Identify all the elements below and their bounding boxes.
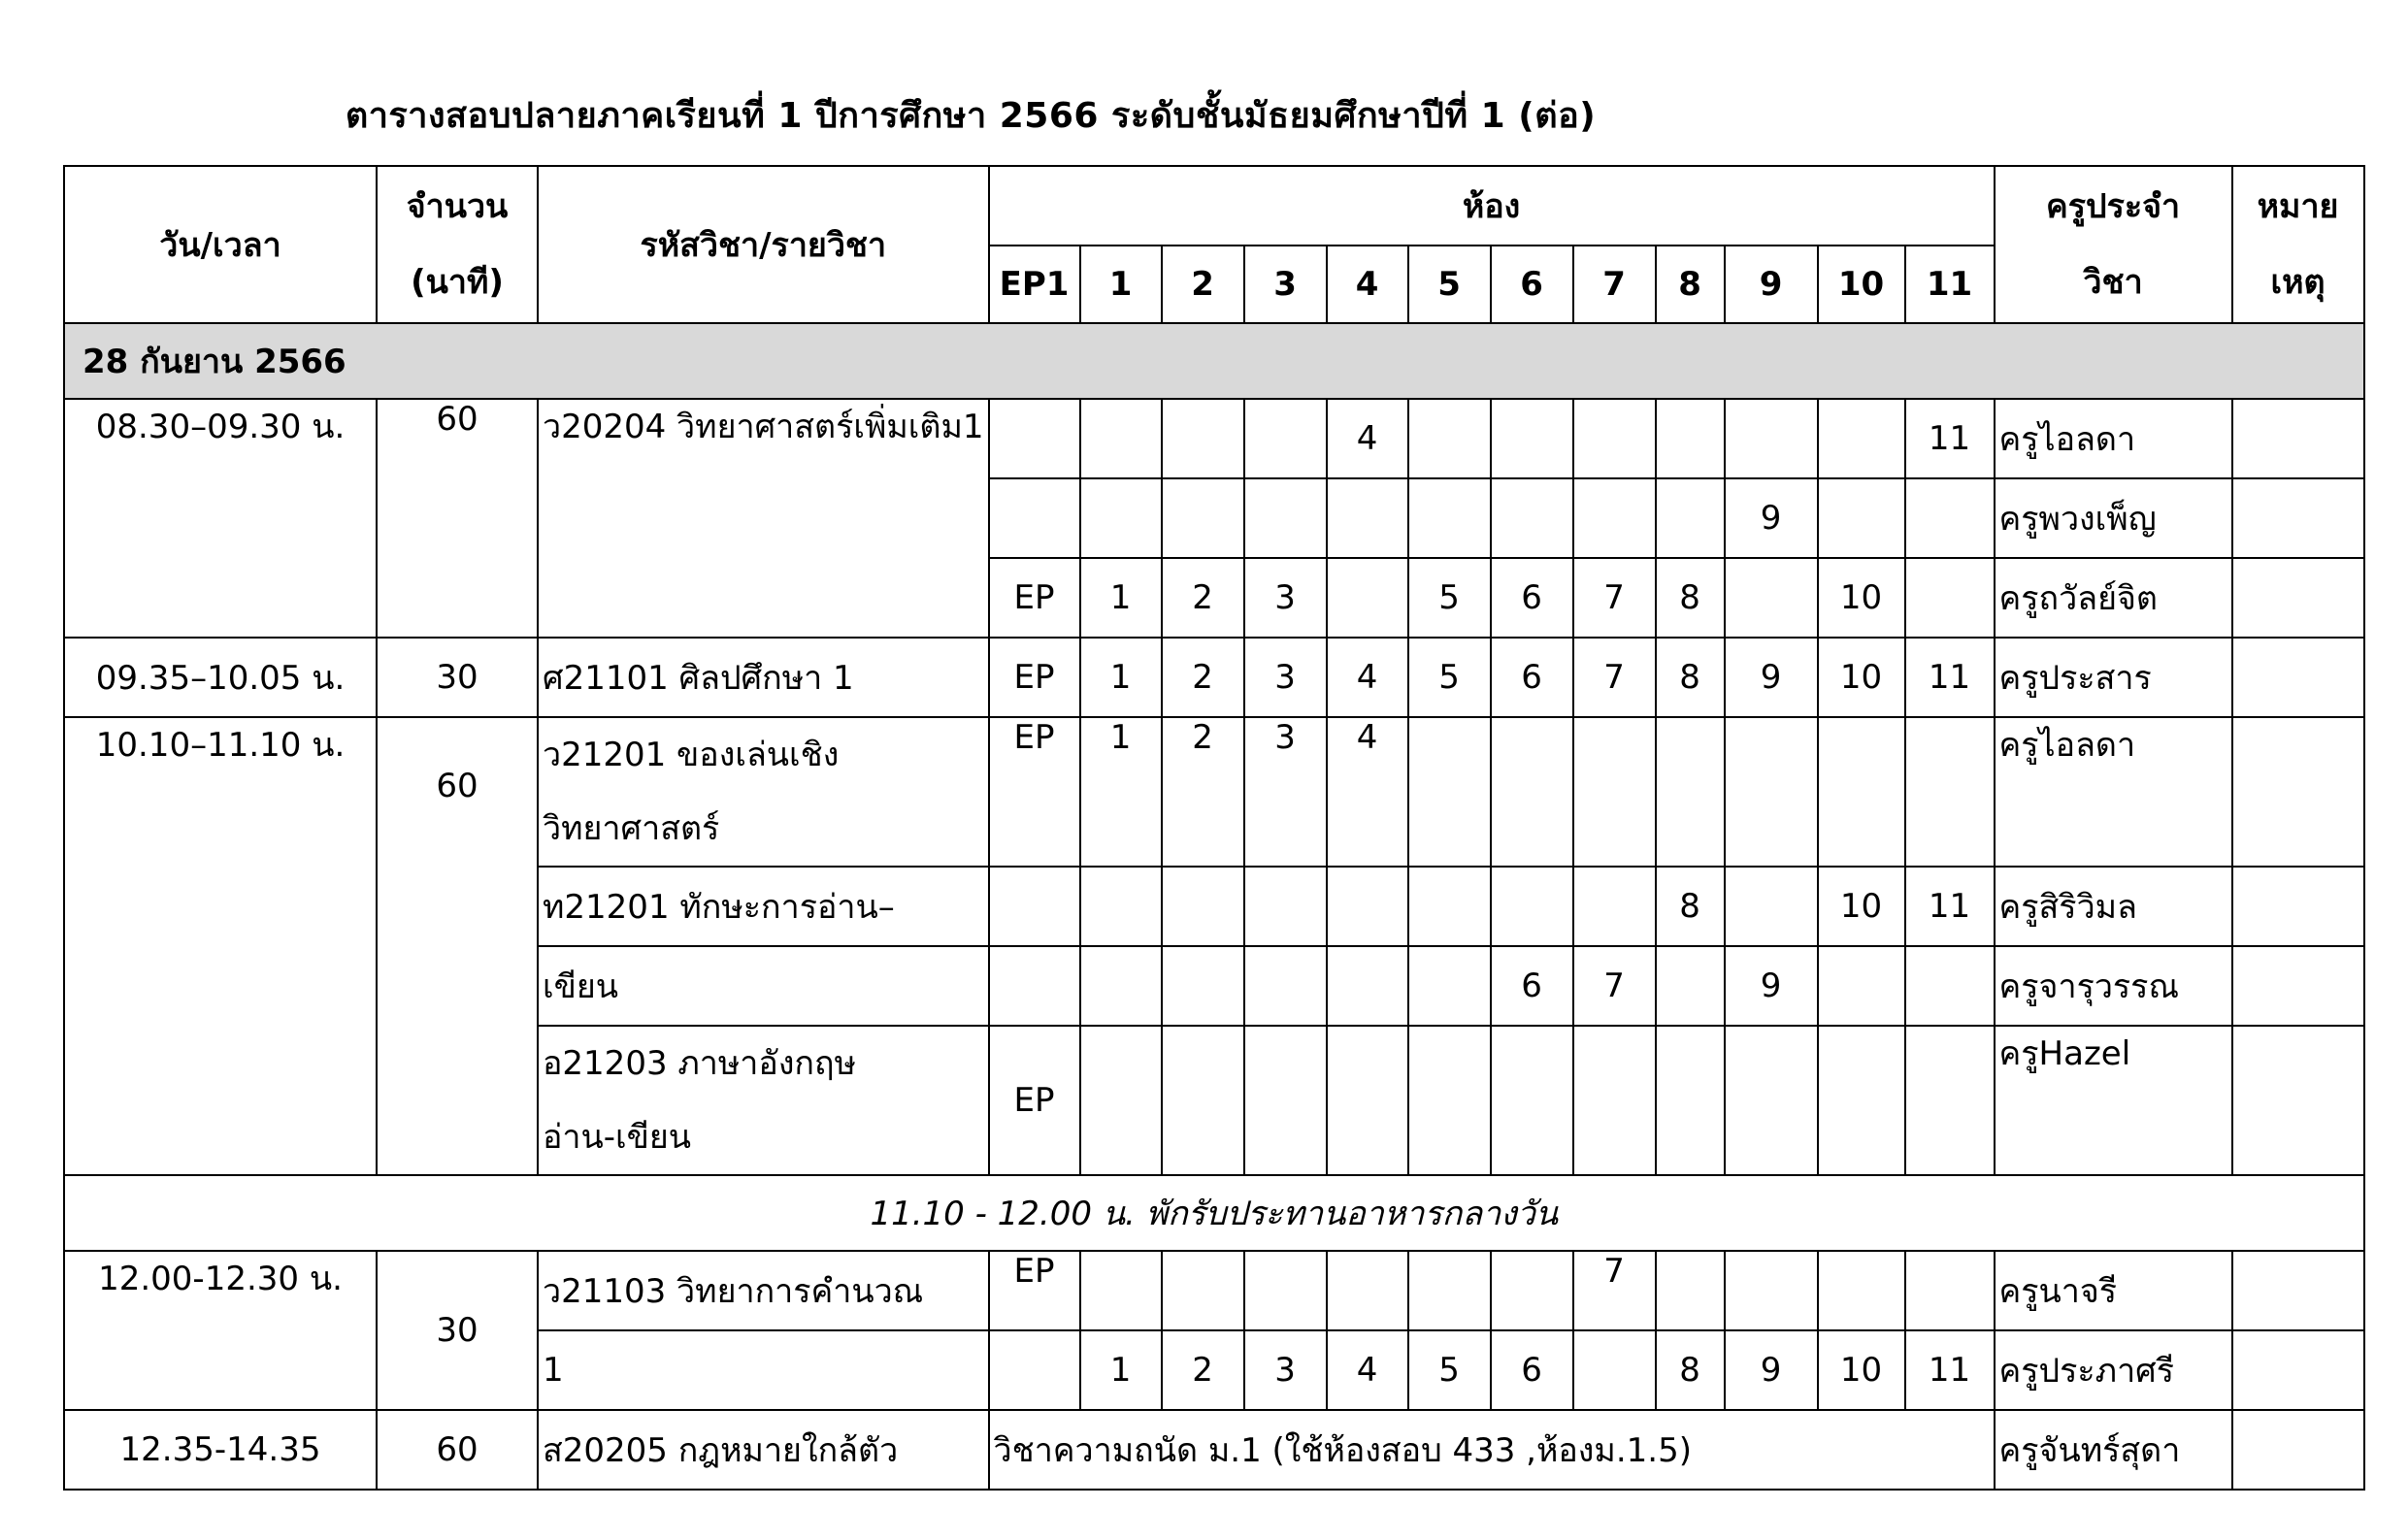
teacher-cell: ครูไอลดา	[1995, 399, 2232, 478]
room-cell: EP	[989, 638, 1080, 717]
room-cell: 8	[1656, 558, 1725, 638]
room-cell: 1	[1080, 1330, 1162, 1410]
table-row	[64, 1410, 2364, 1490]
room-cell	[1573, 1026, 1656, 1175]
room-cell	[1905, 1251, 1995, 1330]
room-cell	[1491, 1026, 1573, 1175]
room-cell: 6	[1491, 558, 1573, 638]
room-cell: 5	[1408, 558, 1491, 638]
note-cell	[2232, 867, 2364, 946]
room-cell: 8	[1656, 638, 1725, 717]
note-cell	[2232, 1330, 2364, 1410]
duration-cell: 30	[377, 638, 538, 717]
time-cell: 09.35–10.05 น.	[64, 638, 377, 717]
exam-schedule-table	[63, 165, 2365, 1491]
room-cell	[1080, 1026, 1162, 1175]
room-cell	[1656, 399, 1725, 478]
room-cell	[1244, 478, 1327, 558]
room-header: 6	[1491, 246, 1573, 323]
room-cell	[989, 478, 1080, 558]
subject-cell: เขียน	[538, 946, 989, 1026]
note-cell	[2232, 1410, 2364, 1490]
room-header: 5	[1408, 246, 1491, 323]
room-cell: 4	[1327, 638, 1408, 717]
room-cell	[1244, 1251, 1327, 1330]
room-header: EP1	[989, 246, 1080, 323]
room-cell: 1	[1080, 717, 1162, 867]
subject-cell: ว21201 ของเล่นเชิง วิทยาศาสตร์	[538, 717, 989, 867]
note-cell	[2232, 399, 2364, 478]
room-cell	[1327, 558, 1408, 638]
room-cell: 4	[1327, 399, 1408, 478]
teacher-cell: ครูประสาร	[1995, 638, 2232, 717]
room-cell: 3	[1244, 1330, 1327, 1410]
subject-cell: ท21201 ทักษะการอ่าน–	[538, 867, 989, 946]
room-cell: 2	[1162, 717, 1244, 867]
room-header: 10	[1818, 246, 1905, 323]
room-cell	[1818, 478, 1905, 558]
room-cell	[1491, 1251, 1573, 1330]
room-cell	[1244, 946, 1327, 1026]
room-cell	[1408, 478, 1491, 558]
room-cell: 11	[1905, 1330, 1995, 1410]
room-cell	[1725, 1251, 1818, 1330]
room-cell: 3	[1244, 638, 1327, 717]
room-cell	[1656, 1026, 1725, 1175]
room-cell	[1656, 717, 1725, 867]
room-cell: 2	[1162, 558, 1244, 638]
room-cell: 7	[1573, 1251, 1656, 1330]
room-cell: 3	[1244, 717, 1327, 867]
room-cell	[1080, 867, 1162, 946]
aptitude-note-cell: วิชาความถนัด ม.1 (ใช้ห้องสอบ 433 ,ห้องม.1.5)	[989, 1410, 1995, 1490]
room-cell	[1905, 717, 1995, 867]
room-cell: 4	[1327, 1330, 1408, 1410]
room-cell	[1725, 867, 1818, 946]
room-cell	[1656, 946, 1725, 1026]
header-subject	[538, 166, 989, 323]
note-cell	[2232, 478, 2364, 558]
subject-cell: ว21103 วิทยาการคำนวณ	[538, 1251, 989, 1330]
room-cell	[1162, 867, 1244, 946]
room-cell: 9	[1725, 638, 1818, 717]
room-cell	[1491, 717, 1573, 867]
subject-cell: อ21203 ภาษาอังกฤษ อ่าน-เขียน	[538, 1026, 989, 1175]
room-cell	[989, 399, 1080, 478]
room-cell	[1818, 717, 1905, 867]
subject-cell: ว20204 วิทยาศาสตร์เพิ่มเติม1	[538, 399, 989, 638]
room-cell	[1408, 946, 1491, 1026]
room-cell: 10	[1818, 867, 1905, 946]
room-cell	[1162, 946, 1244, 1026]
room-cell: 11	[1905, 399, 1995, 478]
subject-cell: 1	[538, 1330, 989, 1410]
room-cell	[1408, 867, 1491, 946]
note-cell	[2232, 558, 2364, 638]
room-cell: 8	[1656, 867, 1725, 946]
header-rooms-label: ห้อง	[1462, 187, 1521, 226]
duration-cell: 60	[377, 717, 538, 1175]
room-cell	[1080, 1251, 1162, 1330]
time-cell: 12.00-12.30 น.	[64, 1251, 377, 1410]
subject-cell: ส20205 กฎหมายใกล้ตัว	[538, 1410, 989, 1490]
header-duration-label: จำนวน (นาที)	[406, 187, 509, 302]
header-note-label: หมาย เหตุ	[2257, 187, 2339, 302]
note-cell	[2232, 1026, 2364, 1175]
room-cell	[1162, 1026, 1244, 1175]
header-subject-label: รหัสวิชา/รายวิชา	[640, 226, 887, 265]
room-cell	[1408, 399, 1491, 478]
room-cell	[1818, 1026, 1905, 1175]
room-cell: EP	[989, 1251, 1080, 1330]
header-rooms	[989, 166, 1995, 246]
room-cell	[1818, 399, 1905, 478]
header-note	[2232, 166, 2364, 323]
room-cell	[1080, 399, 1162, 478]
time-cell: 10.10–11.10 น.	[64, 717, 377, 1175]
duration-cell: 60	[377, 1410, 538, 1490]
room-cell: 11	[1905, 867, 1995, 946]
room-cell	[1327, 1251, 1408, 1330]
room-cell	[989, 946, 1080, 1026]
room-cell	[1818, 946, 1905, 1026]
room-cell	[1327, 478, 1408, 558]
header-teacher	[1995, 166, 2232, 323]
room-cell: 6	[1491, 946, 1573, 1026]
room-cell: 7	[1573, 946, 1656, 1026]
room-cell: 8	[1656, 1330, 1725, 1410]
room-cell: 9	[1725, 946, 1818, 1026]
time-cell: 08.30–09.30 น.	[64, 399, 377, 638]
room-cell	[1573, 717, 1656, 867]
room-cell	[1244, 867, 1327, 946]
note-cell	[2232, 1251, 2364, 1330]
note-cell	[2232, 638, 2364, 717]
room-cell	[1573, 478, 1656, 558]
room-cell: 1	[1080, 638, 1162, 717]
room-cell	[1244, 1026, 1327, 1175]
room-cell: 10	[1818, 558, 1905, 638]
teacher-cell: ครูจันทร์สุดา	[1995, 1410, 2232, 1490]
teacher-cell: ครูประภาศรี	[1995, 1330, 2232, 1410]
room-cell	[1573, 1330, 1656, 1410]
room-cell	[1725, 1026, 1818, 1175]
room-cell	[1573, 867, 1656, 946]
room-cell	[989, 867, 1080, 946]
header-teacher-label: ครูประจำ วิชา	[2045, 187, 2181, 302]
room-header: 2	[1162, 246, 1244, 323]
room-cell: 2	[1162, 1330, 1244, 1410]
subject-cell: ศ21101 ศิลปศึกษา 1	[538, 638, 989, 717]
teacher-cell: ครูถวัลย์จิต	[1995, 558, 2232, 638]
room-cell	[1573, 399, 1656, 478]
header-datetime	[64, 166, 377, 323]
room-cell	[1408, 1026, 1491, 1175]
room-cell	[1327, 946, 1408, 1026]
room-cell: 11	[1905, 638, 1995, 717]
room-cell: 6	[1491, 1330, 1573, 1410]
room-cell: 10	[1818, 1330, 1905, 1410]
room-cell: EP	[989, 717, 1080, 867]
table-row	[64, 717, 2364, 867]
room-cell: 1	[1080, 558, 1162, 638]
lunch-break-row: 11.10 - 12.00 น. พักรับประทานอาหารกลางวัน	[64, 1175, 2364, 1251]
teacher-cell: ครูพวงเพ็ญ	[1995, 478, 2232, 558]
room-cell	[1818, 1251, 1905, 1330]
room-header: 9	[1725, 246, 1818, 323]
room-header: 7	[1573, 246, 1656, 323]
room-cell	[1905, 946, 1995, 1026]
duration-cell: 60	[377, 399, 538, 638]
teacher-cell: ครูสิริวิมล	[1995, 867, 2232, 946]
document-title: ตารางสอบปลายภาคเรียนที่ 1 ปีการศึกษา 2566 ระดับชั้นมัธยมศึกษาปีที่ 1 (ต่อ)	[345, 96, 1597, 136]
room-cell	[1905, 478, 1995, 558]
room-cell	[1162, 1251, 1244, 1330]
room-cell	[1408, 717, 1491, 867]
room-cell	[1491, 867, 1573, 946]
note-cell	[2232, 946, 2364, 1026]
room-cell	[1725, 558, 1818, 638]
room-cell: 4	[1327, 717, 1408, 867]
room-cell	[1244, 399, 1327, 478]
room-cell	[1408, 1251, 1491, 1330]
room-cell: 9	[1725, 1330, 1818, 1410]
table-row	[64, 638, 2364, 717]
room-cell	[1080, 478, 1162, 558]
room-cell	[1905, 1026, 1995, 1175]
room-header: 4	[1327, 246, 1408, 323]
room-header: 8	[1656, 246, 1725, 323]
room-cell: 7	[1573, 558, 1656, 638]
room-cell	[1905, 558, 1995, 638]
exam-date: 28 กันยาน 2566	[64, 323, 2364, 399]
header-duration	[377, 166, 538, 323]
room-cell	[1080, 946, 1162, 1026]
room-cell: 5	[1408, 1330, 1491, 1410]
room-cell	[1327, 1026, 1408, 1175]
teacher-cell: ครูHazel	[1995, 1026, 2232, 1175]
time-cell: 12.35-14.35	[64, 1410, 377, 1490]
room-header: 1	[1080, 246, 1162, 323]
room-cell: 2	[1162, 638, 1244, 717]
room-cell: EP	[989, 1026, 1080, 1175]
room-cell	[1725, 399, 1818, 478]
room-cell: 9	[1725, 478, 1818, 558]
room-cell: 3	[1244, 558, 1327, 638]
room-cell: 10	[1818, 638, 1905, 717]
table-row	[64, 1251, 2364, 1330]
room-cell	[1491, 478, 1573, 558]
room-header: 11	[1905, 246, 1995, 323]
room-cell: 7	[1573, 638, 1656, 717]
room-cell: 6	[1491, 638, 1573, 717]
duration-cell: 30	[377, 1251, 538, 1410]
room-cell	[1327, 867, 1408, 946]
room-cell	[1656, 1251, 1725, 1330]
room-cell	[989, 1330, 1080, 1410]
room-cell	[1656, 478, 1725, 558]
note-cell	[2232, 717, 2364, 867]
room-cell	[1162, 399, 1244, 478]
room-cell	[1725, 717, 1818, 867]
teacher-cell: ครูไอลดา	[1995, 717, 2232, 867]
room-cell	[1162, 478, 1244, 558]
table-row	[64, 399, 2364, 478]
room-cell: EP	[989, 558, 1080, 638]
teacher-cell: ครูนาจรี	[1995, 1251, 2232, 1330]
header-datetime-label: วัน/เวลา	[159, 226, 281, 265]
room-cell	[1491, 399, 1573, 478]
room-cell: 5	[1408, 638, 1491, 717]
room-header: 3	[1244, 246, 1327, 323]
teacher-cell: ครูจารุวรรณ	[1995, 946, 2232, 1026]
